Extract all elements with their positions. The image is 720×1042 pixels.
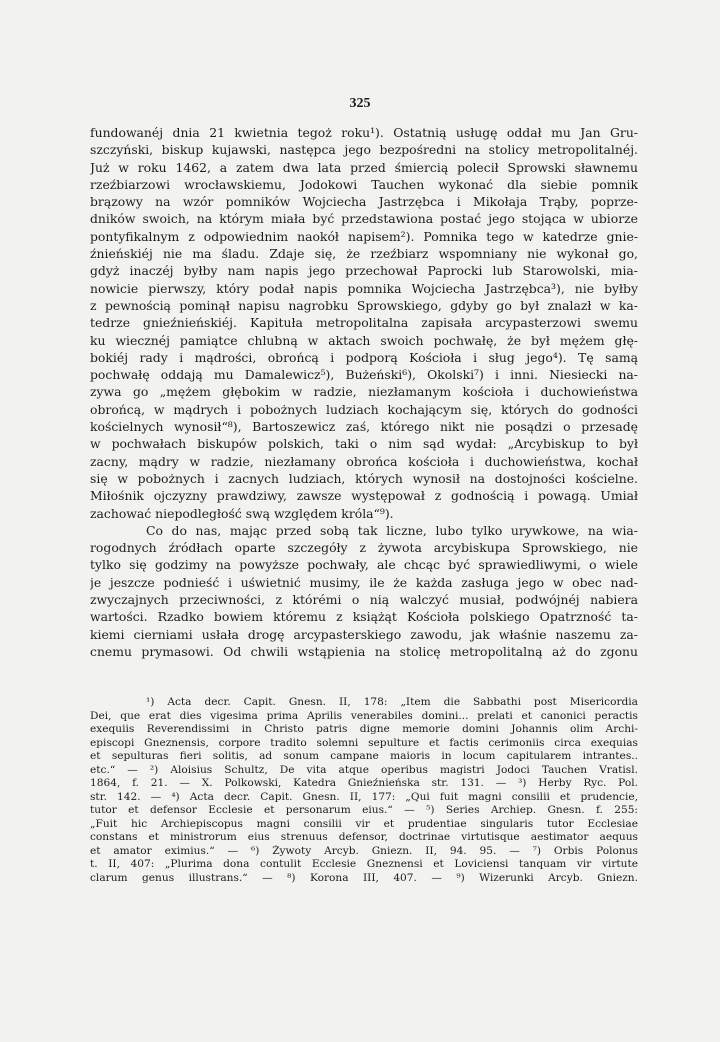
footnote-line: et amator eximius.“ — ⁶) Żywoty Arcyb. Gniezn. II, 94. 95. — ⁷) Orbis Polonus — [90, 844, 638, 857]
body-line: Co do nas, mając przed sobą tak liczne, lubo tylko urywkowe, na wia- — [146, 522, 638, 538]
footnote-line: ¹) Acta decr. Capit. Gnesn. II, 178: „Item die Sabbathi post Misericordia — [146, 696, 638, 708]
body-line: obrońcą, w mądrych i pobożnych ludziach kochającym się, których do godności — [90, 401, 638, 417]
body-line: brązowy na wzór pomników Wojciecha Jastrzębca i Mikołaja Trąby, poprze- — [90, 194, 638, 210]
body-line: gdyż inaczéj byłby nam napis jego przechował Paprocki lub Starowolski, mia- — [90, 263, 638, 279]
body-line: się w pobożnych i zacnych ludziach, których wynosił na dostojności kościelne. — [90, 470, 638, 486]
body-line: pontyfikalnym z odpowiednim naokół napisem²). Pomnika tego w katedrze gnie- — [90, 228, 638, 244]
body-line: zachować niepodległość swą względem króla“⁹). — [90, 505, 394, 521]
body-line: bokiéj rady i mądrości, obrońcą i podporą Kościoła i sług jego⁴). Tę samą — [90, 349, 638, 365]
page-number: 325 — [349, 96, 371, 111]
body-line: rogodnych źródłach oparte szczegóły z żywota arcybiskupa Sprowskiego, nie — [90, 540, 638, 556]
footnote-line: etc.“ — ²) Aloisius Schultz, De vita atque operibus magistri Jodoci Tauchen Vratisl. — [90, 763, 638, 776]
body-line: kiemi cierniami usłała drogę arcypasterskiego zawodu, jak właśnie naszemu za- — [90, 626, 638, 642]
footnote-line: 1864, f. 21. — X. Polkowski, Katedra Gnieźnieńska str. 131. — ³) Herby Ryc. Pol. — [90, 777, 638, 789]
body-line: źnieńskiéj nie ma śladu. Zdaje się, że rzeźbiarz wspomniany nie wykonał go, — [90, 246, 638, 262]
footnote-line: et sepulturas fieri solitis, ad sonum campane maioris in locum capitularem intrantes.. — [90, 750, 638, 762]
body-line: pochwałę oddają mu Damalewicz⁵), Bużeński⁶), Okolski⁷) i inni. Niesiecki na- — [90, 367, 638, 383]
body-line: rzeźbiarzowi wrocławskiemu, Jodokowi Tauchen wykonać dla siebie pomnik — [90, 176, 638, 192]
footnote-line: exequiis Reverendissimi in Christo patris digne memorie domini Johannis olim Archi- — [90, 723, 638, 735]
body-line: zywa go „mężem głębokim w radzie, niezłamanym kościoła i duchowieństwa — [90, 384, 638, 400]
body-text — [90, 124, 638, 660]
body-line: Miłośnik ojczyzny prawdziwy, zawsze występował z godnością i powagą. Umiał — [90, 488, 638, 504]
body-line: kościelnych wynosił“⁸), Bartoszewicz zaś, którego nikt nie posądzi o przesadę — [90, 419, 638, 435]
body-line: zwyczajnych przeciwności, z którémi o nią walczyć musiał, podwójnéj nabiera — [90, 592, 638, 608]
footnote-line: clarum genus illustrans.“ — ⁸) Korona III, 407. — ⁹) Wizerunki Arcyb. Gniezn. — [90, 871, 638, 884]
body-line: z pewnością pominął napisu nagrobku Sprowskiego, gdyby go był znalazł w ka- — [90, 297, 638, 313]
footnote-line: tutor et defensor Ecclesie et personarum eius.“ — ⁵) Series Archiep. Gnesn. f. 255: — [90, 804, 638, 816]
footnote-line: str. 142. — ⁴) Acta decr. Capit. Gnesn. II, 177: „Qui fuit magni consilii et prudencie, — [90, 790, 638, 803]
body-line: tylko się godzimy na powyższe pochwały, ale chcąc być sprawiedliwymi, o wiele — [90, 557, 638, 573]
body-line: ku wiecznéj pamiątce chlubną w aktach swoich pochwałę, że był mężem głę- — [90, 332, 638, 348]
footnotes — [90, 696, 638, 885]
body-line: fundowanéj dnia 21 kwietnia tegoż roku¹). Ostatnią usługę oddał mu Jan Gru- — [90, 125, 638, 140]
footnote-line: t. II, 407: „Plurima dona contulit Ecclesie Gneznensi et Loviciensi tanquam vir virtute — [90, 858, 638, 870]
body-line: nowicie pierwszy, który podał napis pomnika Wojciecha Jastrzębca³), nie byłby — [90, 280, 638, 296]
body-line: Już w roku 1462, a zatem dwa lata przed śmiercią polecił Sprowski sławnemu — [90, 159, 638, 175]
footnote-line: Dei, que erat dies vigesima prima Aprilis venerabiles domini... prelati et canonici peractis — [90, 709, 638, 722]
footnote-line: constans et ministrorum eius strenuus defensor, doctrinae virtutisque aestimator aequus — [90, 831, 638, 843]
body-line: w pochwałach biskupów polskich, taki o nim sąd wydał: „Arcybiskup to był — [90, 436, 638, 452]
body-line: je jeszcze podnieść i uświetnić musimy, ile że każda zasługa jego w obec nad- — [90, 574, 638, 590]
body-line: cnemu prymasowi. Od chwili wstąpienia na stolicę metropolitalną aż do zgonu — [90, 643, 638, 659]
body-line: dników swoich, na którym miała być przedstawiona postać jego stojąca w ubiorze — [90, 211, 638, 227]
body-line: zacny, mądry w radzie, niezłamany obrońca kościoła i duchowieństwa, kochał — [90, 453, 638, 469]
footnote-line: episcopi Gneznensis, corpore tradito solemni sepulture et factis cerimoniis circa exequias — [90, 736, 638, 749]
body-line: tedrze gnieźnieńskiéj. Kapituła metropolitalna zapisała arcypasterzowi swemu — [90, 315, 638, 331]
body-line: szczyński, biskup kujawski, następca jego bezpośredni na stolicy metropolitalnéj. — [90, 142, 638, 158]
footnote-line: „Fuit hic Archiepiscopus magni consilii vir et prudentiae singularis tutor Ecclesiae — [90, 817, 638, 830]
body-line: wartości. Rzadko bowiem któremu z książąt Kościoła polskiego Opatrzność ta- — [90, 609, 638, 625]
